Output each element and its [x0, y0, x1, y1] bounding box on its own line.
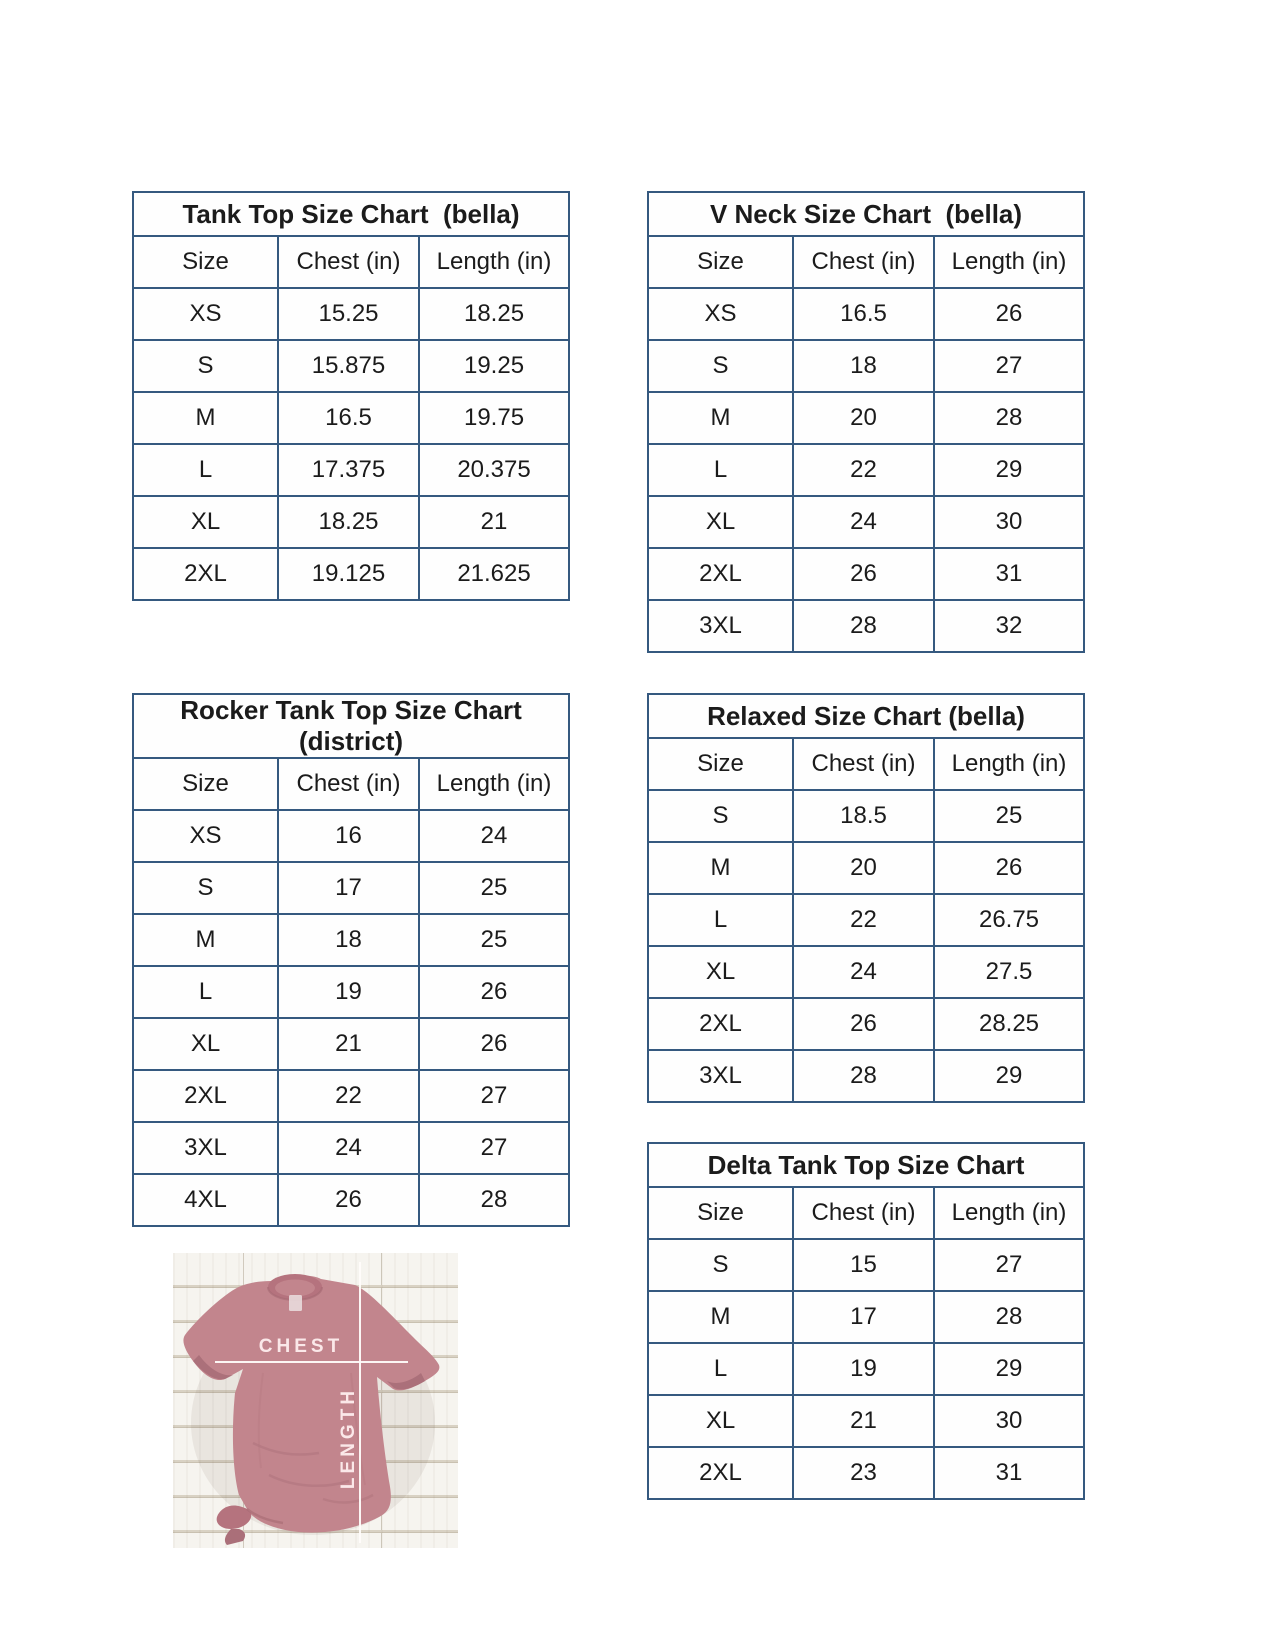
table-row	[648, 1395, 1084, 1447]
size-chart-table-delta-tank-top	[647, 1142, 1085, 1500]
length-cell: 29	[934, 1343, 1084, 1395]
column-header-chest: Chest (in)	[793, 738, 934, 790]
length-cell: 26	[419, 966, 569, 1018]
table-title: Relaxed Size Chart (bella)	[648, 694, 1084, 738]
size-cell: XS	[133, 810, 278, 862]
table-row	[133, 966, 569, 1018]
length-cell: 26	[419, 1018, 569, 1070]
size-cell: 2XL	[648, 548, 793, 600]
table-row	[648, 894, 1084, 946]
length-cell: 26.75	[934, 894, 1084, 946]
size-cell: L	[648, 444, 793, 496]
chest-cell: 17.375	[278, 444, 419, 496]
size-cell: M	[133, 914, 278, 966]
column-header-length: Length (in)	[419, 758, 569, 810]
chest-cell: 21	[793, 1395, 934, 1447]
length-cell: 27	[934, 340, 1084, 392]
chest-cell: 15.875	[278, 340, 419, 392]
chest-cell: 16.5	[793, 288, 934, 340]
size-cell: L	[133, 966, 278, 1018]
size-cell: 2XL	[133, 548, 278, 600]
column-header-chest: Chest (in)	[793, 1187, 934, 1239]
length-cell: 21	[419, 496, 569, 548]
table-row	[648, 340, 1084, 392]
table-row	[648, 998, 1084, 1050]
size-cell: XL	[648, 946, 793, 998]
table-title: Tank Top Size Chart (bella)	[133, 192, 569, 236]
chest-cell: 15.25	[278, 288, 419, 340]
size-chart-table-rocker-tank-top	[132, 693, 570, 1227]
table-row	[648, 1291, 1084, 1343]
size-cell: XL	[648, 496, 793, 548]
size-cell: 3XL	[133, 1122, 278, 1174]
table-row	[648, 392, 1084, 444]
length-cell: 27	[419, 1070, 569, 1122]
column-header-size: Size	[648, 236, 793, 288]
table-row	[648, 1239, 1084, 1291]
size-cell: XS	[648, 288, 793, 340]
length-cell: 28.25	[934, 998, 1084, 1050]
table-row	[648, 444, 1084, 496]
chest-cell: 22	[278, 1070, 419, 1122]
size-cell: M	[133, 392, 278, 444]
table-row	[133, 288, 569, 340]
length-cell: 20.375	[419, 444, 569, 496]
chest-cell: 28	[793, 600, 934, 652]
size-cell: S	[133, 862, 278, 914]
column-header-length: Length (in)	[934, 1187, 1084, 1239]
chest-cell: 21	[278, 1018, 419, 1070]
chest-cell: 28	[793, 1050, 934, 1102]
size-cell: 3XL	[648, 1050, 793, 1102]
chest-cell: 26	[793, 998, 934, 1050]
size-cell: S	[133, 340, 278, 392]
size-cell: XL	[133, 496, 278, 548]
length-cell: 24	[419, 810, 569, 862]
length-cell: 25	[419, 914, 569, 966]
length-cell: 28	[419, 1174, 569, 1226]
size-cell: XL	[133, 1018, 278, 1070]
size-cell: L	[648, 1343, 793, 1395]
table-title: Delta Tank Top Size Chart	[648, 1143, 1084, 1187]
column-header-length: Length (in)	[934, 738, 1084, 790]
chest-cell: 24	[793, 496, 934, 548]
size-chart-table-relaxed	[647, 693, 1085, 1103]
length-cell: 30	[934, 1395, 1084, 1447]
size-cell: 3XL	[648, 600, 793, 652]
size-cell: L	[648, 894, 793, 946]
chest-cell: 17	[278, 862, 419, 914]
tshirt-measurement-photo	[173, 1253, 458, 1548]
size-cell: M	[648, 842, 793, 894]
chest-cell: 23	[793, 1447, 934, 1499]
size-cell: 2XL	[648, 998, 793, 1050]
chest-cell: 19	[793, 1343, 934, 1395]
length-cell: 27.5	[934, 946, 1084, 998]
chest-cell: 26	[278, 1174, 419, 1226]
chest-cell: 24	[793, 946, 934, 998]
length-cell: 29	[934, 1050, 1084, 1102]
table-row	[648, 1447, 1084, 1499]
column-header-size: Size	[648, 738, 793, 790]
chest-cell: 22	[793, 444, 934, 496]
table-row	[648, 790, 1084, 842]
size-cell: S	[648, 1239, 793, 1291]
length-cell: 30	[934, 496, 1084, 548]
size-cell: S	[648, 340, 793, 392]
chest-cell: 24	[278, 1122, 419, 1174]
length-cell: 28	[934, 1291, 1084, 1343]
chest-cell: 18.5	[793, 790, 934, 842]
column-header-chest: Chest (in)	[278, 758, 419, 810]
size-cell: M	[648, 392, 793, 444]
column-header-size: Size	[133, 758, 278, 810]
chest-cell: 22	[793, 894, 934, 946]
table-row	[648, 496, 1084, 548]
table-row	[648, 600, 1084, 652]
length-cell: 27	[934, 1239, 1084, 1291]
length-cell: 25	[934, 790, 1084, 842]
column-header-chest: Chest (in)	[278, 236, 419, 288]
table-row	[648, 288, 1084, 340]
size-cell: 4XL	[133, 1174, 278, 1226]
chest-cell: 26	[793, 548, 934, 600]
length-cell: 21.625	[419, 548, 569, 600]
table-row	[133, 444, 569, 496]
chest-measurement-label: CHEST	[258, 1336, 344, 1357]
column-header-size: Size	[133, 236, 278, 288]
tshirt-graphic	[173, 1253, 458, 1548]
length-cell: 26	[934, 288, 1084, 340]
table-row	[133, 548, 569, 600]
table-row	[133, 392, 569, 444]
column-header-length: Length (in)	[934, 236, 1084, 288]
length-cell: 25	[419, 862, 569, 914]
table-row	[648, 842, 1084, 894]
size-cell: M	[648, 1291, 793, 1343]
size-chart-table-v-neck	[647, 191, 1085, 653]
size-cell: 2XL	[648, 1447, 793, 1499]
length-cell: 19.25	[419, 340, 569, 392]
table-row	[133, 914, 569, 966]
size-cell: XL	[648, 1395, 793, 1447]
length-cell: 19.75	[419, 392, 569, 444]
length-cell: 27	[419, 1122, 569, 1174]
table-row	[133, 862, 569, 914]
chest-cell: 19.125	[278, 548, 419, 600]
table-row	[133, 1122, 569, 1174]
table-row	[133, 1018, 569, 1070]
chest-cell: 20	[793, 392, 934, 444]
column-header-chest: Chest (in)	[793, 236, 934, 288]
length-cell: 31	[934, 1447, 1084, 1499]
chest-cell: 18	[278, 914, 419, 966]
table-title: Rocker Tank Top Size Chart (district)	[133, 694, 569, 758]
size-cell: 2XL	[133, 1070, 278, 1122]
chest-measurement-line	[215, 1361, 408, 1363]
length-cell: 31	[934, 548, 1084, 600]
size-cell: XS	[133, 288, 278, 340]
length-cell: 26	[934, 842, 1084, 894]
chest-cell: 16	[278, 810, 419, 862]
table-title: V Neck Size Chart (bella)	[648, 192, 1084, 236]
chest-cell: 18.25	[278, 496, 419, 548]
chest-cell: 15	[793, 1239, 934, 1291]
table-row	[133, 1174, 569, 1226]
table-row	[648, 548, 1084, 600]
size-chart-table-tank-top	[132, 191, 570, 601]
table-row	[648, 946, 1084, 998]
table-row	[133, 496, 569, 548]
chest-cell: 19	[278, 966, 419, 1018]
size-cell: S	[648, 790, 793, 842]
chest-cell: 16.5	[278, 392, 419, 444]
size-cell: L	[133, 444, 278, 496]
length-measurement-label: LENGTH	[338, 1386, 359, 1490]
length-cell: 32	[934, 600, 1084, 652]
chest-cell: 18	[793, 340, 934, 392]
table-row	[648, 1050, 1084, 1102]
length-cell: 28	[934, 392, 1084, 444]
chest-cell: 20	[793, 842, 934, 894]
column-header-length: Length (in)	[419, 236, 569, 288]
chest-cell: 17	[793, 1291, 934, 1343]
length-cell: 18.25	[419, 288, 569, 340]
column-header-size: Size	[648, 1187, 793, 1239]
length-cell: 29	[934, 444, 1084, 496]
table-row	[133, 810, 569, 862]
table-row	[133, 340, 569, 392]
table-row	[133, 1070, 569, 1122]
table-row	[648, 1343, 1084, 1395]
